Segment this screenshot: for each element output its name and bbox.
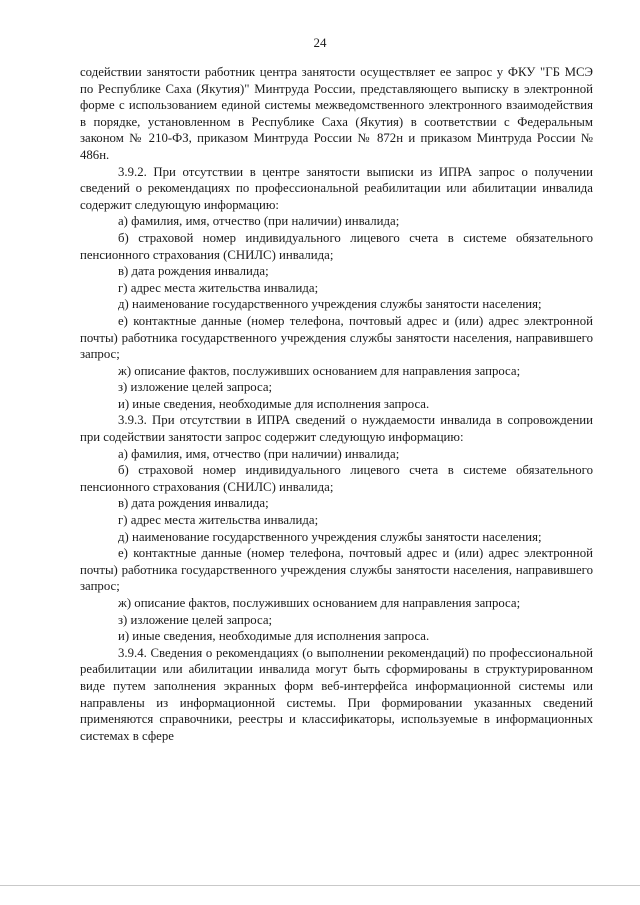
paragraph: б) страховой номер индивидуального лицевого счета в системе обязательного пенсионного страхования (СНИЛС) инвалида; <box>80 230 593 262</box>
paragraph: е) контактные данные (номер телефона, почтовый адрес и (или) адрес электронной почты) работника государственного учреждения службы занятости населения, направившего запрос; <box>80 546 593 594</box>
page-number: 24 <box>313 35 327 50</box>
paragraph: б) страховой номер индивидуального лицевого счета в системе обязательного пенсионного страхования (СНИЛС) инвалида; <box>80 463 593 494</box>
paragraph: 3.9.4. Сведения о рекомендациях (о выполнении рекомендаций) по профессиональной реабилитации или абилитации инвалида могут быть сформированы в структурированном виде путем заполнения экранных форм веб-интерфейса информационной системы или направлены из информационной системы. При формировании указанных сведений применяются справочники, реестры и классификаторы, используемые в информационных системах в сфере <box>80 645 593 743</box>
paragraph: г) адрес места жительства инвалида; <box>118 280 319 295</box>
paragraph: ж) описание фактов, послуживших основанием для направления запроса; <box>118 363 521 378</box>
paragraph: г) адрес места жительства инвалида; <box>118 513 319 528</box>
paragraph: з) изложение целей запроса; <box>118 380 273 395</box>
paragraph: 3.9.2. При отсутствии в центре занятости выписки из ИПРА запрос о получении сведений о рекомендациях по профессиональной реабилитации или абилитации инвалида содержит следующую информацию: <box>80 164 593 212</box>
paragraph: 3.9.3. При отсутствии в ИПРА сведений о нуждаемости инвалида в сопровождении при содействии занятости запрос содержит следующую информацию: <box>80 413 593 445</box>
paragraph: з) изложение целей запроса; <box>118 612 273 627</box>
paragraph: и) иные сведения, необходимые для исполнения запроса. <box>118 396 430 411</box>
paragraph: ж) описание фактов, послуживших основанием для направления запроса; <box>118 596 521 610</box>
paragraph: е) контактные данные (номер телефона, почтовый адрес и (или) адрес электронной почты) работника государственного учреждения службы занятости населения, направившего запрос; <box>80 313 593 362</box>
document-body <box>80 64 593 744</box>
paragraph: д) наименование государственного учреждения службы занятости населения; <box>118 297 542 312</box>
paragraph: а) фамилия, имя, отчество (при наличии) инвалида; <box>118 214 400 229</box>
paragraph: в) дата рождения инвалида; <box>118 264 269 279</box>
page-bottom-edge <box>0 885 640 886</box>
paragraph: содействии занятости работник центра занятости осуществляет ее запрос у ФКУ "ГБ МСЭ по Республике Саха (Якутия)" Минтруда России, представляющего выписку в электронной форме с использованием единой системы межведомственного электронного взаимодействия в порядке, установленном в Республике Саха (Якутия) в соответствии с Федеральным законом № 210-ФЗ, приказом Минтруда России № 872н и приказом Минтруда России № 486н. <box>80 65 593 162</box>
paragraph: а) фамилия, имя, отчество (при наличии) инвалида; <box>118 446 400 461</box>
paragraph: и) иные сведения, необходимые для исполнения запроса. <box>118 629 430 644</box>
paragraph: в) дата рождения инвалида; <box>118 496 269 511</box>
paragraph: д) наименование государственного учреждения службы занятости населения; <box>118 529 542 544</box>
